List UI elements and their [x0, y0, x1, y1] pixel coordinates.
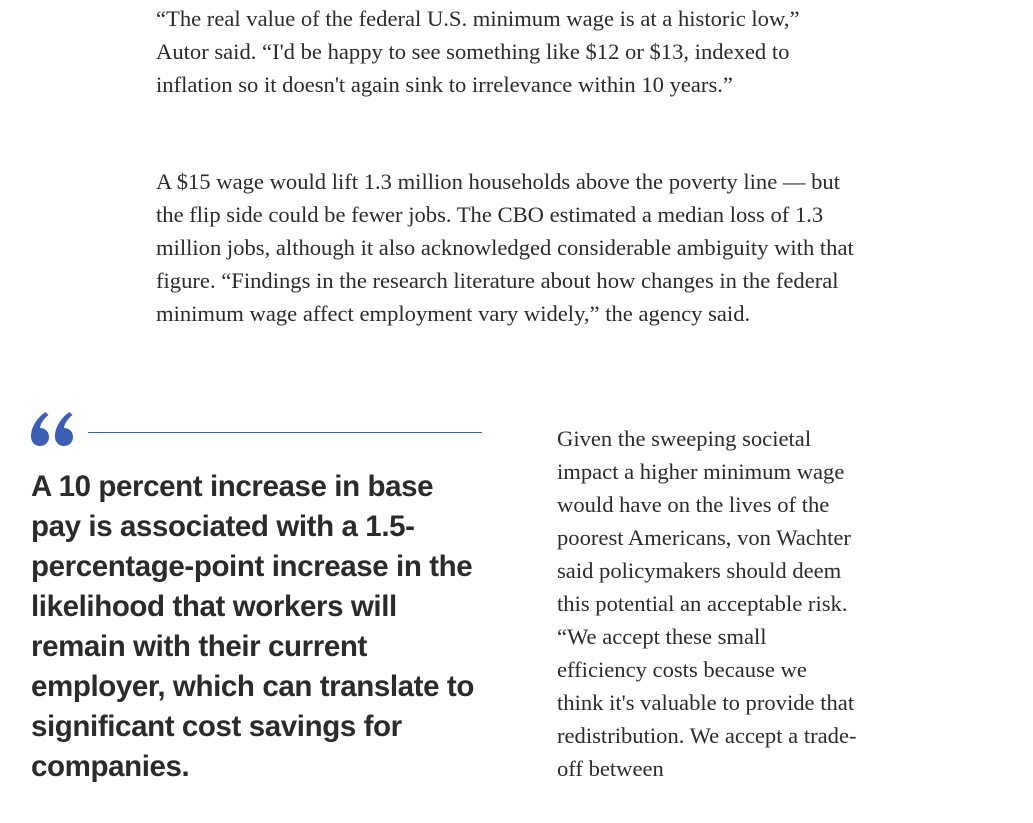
- article-paragraph: A $15 wage would lift 1.3 million households above the poverty line — but the flip side could be fewer jobs. The CBO estimated a median loss of 1.3 million jobs, although it also acknowledged considerable ambiguity with that figure. “Findings in the research literature about how changes in the federal minimum wage affect employment vary widely,” the agency said.: [156, 169, 854, 326]
- pull-quote-divider: [88, 432, 482, 433]
- article-paragraph: “The real value of the federal U.S. minimum wage is at a historic low,” Autor said. “I'd be happy to see something like $12 or $13, indexed to inflation so it doesn't again sink to irrelevance within 10 years.”: [156, 6, 800, 97]
- pull-quote-text: A 10 percent increase in base pay is associated with a 1.5-percentage-point increase in the likelihood that workers will remain with their current employer, which can translate to significant cost savings for companies.: [31, 470, 474, 783]
- pull-quote-header: [31, 408, 483, 448]
- quote-mark-icon: [31, 412, 73, 446]
- article-paragraph: Given the sweeping societal impact a higher minimum wage would have on the lives of the poorest Americans, von Wachter said policymakers should deem this potential an acceptable risk. “We accept these small efficiency costs because we think it's valuable to provide that redistribution. We accept a trade-off between: [557, 426, 857, 781]
- pull-quote: [31, 408, 483, 787]
